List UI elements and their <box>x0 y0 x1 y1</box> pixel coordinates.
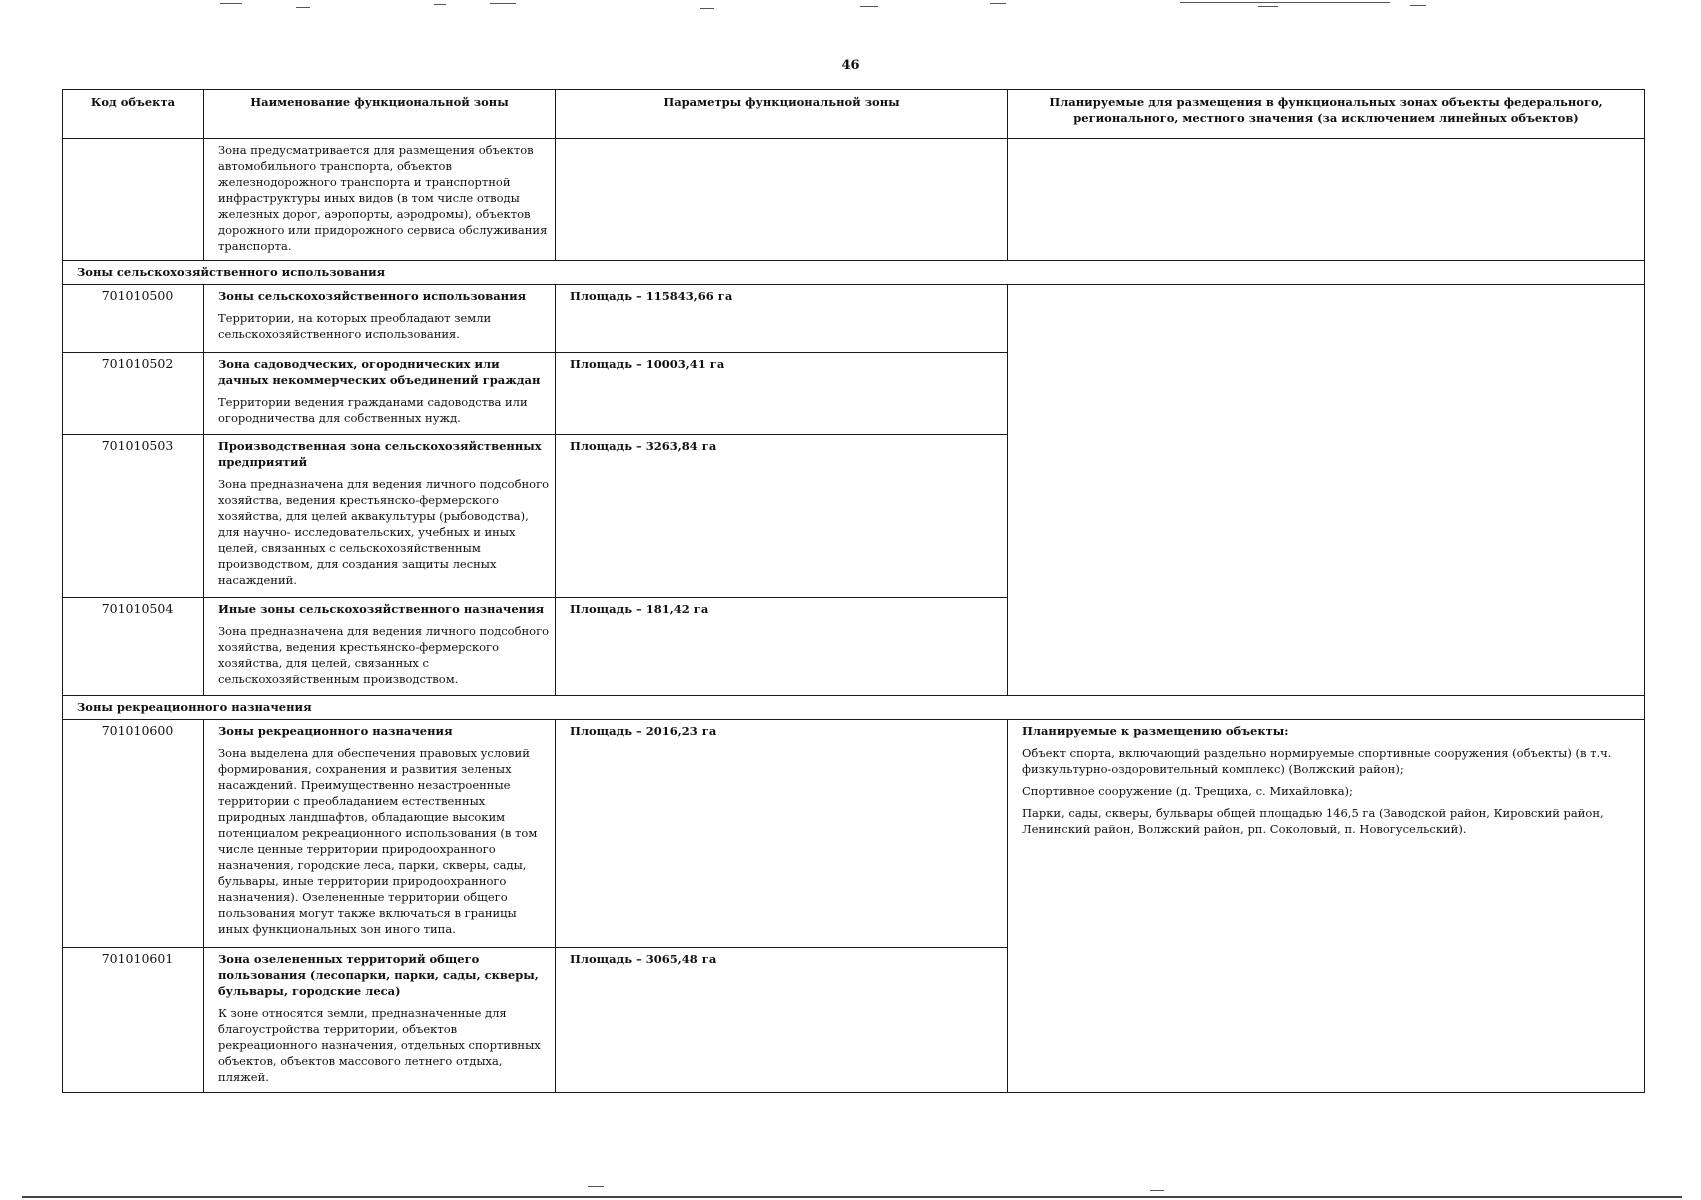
param-cell <box>556 139 1008 261</box>
zone-cell <box>204 598 556 696</box>
zone-description: Зона предназначена для ведения личного подсобного хозяйства, ведения крестьянско-фермерского хозяйства, для целей аквакультуры (рыбоводства), для научно- исследовательских, учебных и иных целей, связанных с сельскохозяйственным производством, для создания защиты лесных насаждений. <box>218 477 550 587</box>
zone-area: Площадь – 10003,41 га <box>556 353 1008 435</box>
object-code: 701010600 <box>63 720 204 948</box>
zone-cell <box>204 435 556 598</box>
table-row <box>63 720 1645 948</box>
zone-name: Зона озелененных территорий общего пользования (лесопарки, парки, сады, скверы, бульвары, городские леса) <box>218 952 539 998</box>
zone-name: Зоны сельскохозяйственного использования <box>218 289 527 303</box>
object-code: 701010504 <box>63 598 204 696</box>
object-code: 701010502 <box>63 353 204 435</box>
section-row <box>63 696 1645 720</box>
planned-heading: Планируемые к размещению объекты: <box>1022 724 1289 738</box>
planned-cell <box>1008 139 1645 261</box>
planned-item: Объект спорта, включающий раздельно нормируемые спортивные сооружения (объекты) (в т.ч. физкультурно-оздоровительный комплекс) (Волжский район); <box>1022 746 1612 776</box>
scan-noise <box>220 3 242 4</box>
header-planned-objects: Планируемые для размещения в функциональных зонах объекты федерального, регионального, местного значения (за исключением линейных объектов) <box>1008 90 1645 139</box>
zone-cell <box>204 353 556 435</box>
zone-name: Зоны рекреационного назначения <box>218 724 453 738</box>
zone-description-cell: Зона предусматривается для размещения объектов автомобильного транспорта, объектов железнодорожного транспорта и транспортной инфраструктуры иных видов (в том числе отводы железных дорог, аэропорты, аэродромы), объектов дорожного или придорожного сервиса обслуживания транспорта. <box>204 139 556 261</box>
zone-name: Иные зоны сельскохозяйственного назначения <box>218 602 545 616</box>
zone-description: Территории ведения гражданами садоводства или огородничества для собственных нужд. <box>218 395 528 425</box>
section-title-recreation: Зоны рекреационного назначения <box>63 696 1645 720</box>
object-code: 701010503 <box>63 435 204 598</box>
functional-zones-table <box>62 89 1645 1093</box>
scan-noise <box>1180 2 1390 3</box>
table-row <box>63 139 1645 261</box>
zone-area: Площадь – 181,42 га <box>556 598 1008 696</box>
zone-area: Площадь – 3065,48 га <box>556 948 1008 1093</box>
planned-item: Спортивное сооружение (д. Трещиха, с. Михайловка); <box>1022 784 1353 798</box>
zone-area: Площадь – 2016,23 га <box>556 720 1008 948</box>
zone-description: Территории, на которых преобладают земли сельскохозяйственного использования. <box>218 311 492 341</box>
scan-bottom-edge <box>22 1196 1682 1198</box>
header-object-code: Код объекта <box>63 90 204 139</box>
scan-noise <box>700 8 714 9</box>
scan-noise <box>296 7 310 8</box>
zone-area: Площадь – 115843,66 га <box>556 285 1008 353</box>
scan-noise <box>434 4 446 5</box>
zone-name: Зона садоводческих, огороднических или дачных некоммерческих объединений граждан <box>218 357 541 387</box>
scan-noise <box>1258 6 1278 7</box>
scan-noise <box>1410 5 1426 6</box>
planned-item: Парки, сады, скверы, бульвары общей площадью 146,5 га (Заводской район, Кировский район, Ленинский район, Волжский район, рп. Соколовый, п. Новогусельский). <box>1022 806 1604 836</box>
object-code: 701010500 <box>63 285 204 353</box>
header-zone-name: Наименование функциональной зоны <box>204 90 556 139</box>
zone-description: Зона выделена для обеспечения правовых условий формирования, сохранения и развития зеленых насаждений. Преимущественно незастроенные территории с преобладанием естественных природных ландшафтов, обладающие высоким потенциалом рекреационного использования (в том числе ценные территории природоохранного назначения, городские леса, парки, скверы, сады, бульвары, иные территории природоохранного назначения). Озелененные территории общего пользования могут также включаться в границы иных функциональных зон иного типа. <box>218 746 538 936</box>
scan-noise <box>860 6 878 7</box>
header-zone-parameters: Параметры функциональной зоны <box>556 90 1008 139</box>
zone-cell <box>204 948 556 1093</box>
scan-noise <box>588 1186 604 1187</box>
section-title-agri: Зоны сельскохозяйственного использования <box>63 261 1645 285</box>
zone-description: К зоне относятся земли, предназначенные для благоустройства территории, объектов рекреационного назначения, отдельных спортивных объектов, объектов массового летнего отдыха, пляжей. <box>218 1006 541 1084</box>
table-row <box>63 285 1645 353</box>
planned-objects-cell <box>1008 720 1645 1093</box>
scan-noise <box>1150 1190 1164 1191</box>
zone-area: Площадь – 3263,84 га <box>556 435 1008 598</box>
scan-noise <box>490 3 516 4</box>
page-number: 46 <box>841 58 860 73</box>
table-header-row <box>63 90 1645 139</box>
planned-cell <box>1008 285 1645 696</box>
zone-description: Зона предназначена для ведения личного подсобного хозяйства, ведения крестьянско-фермерского хозяйства, для целей, связанных с сельскохозяйственным производством. <box>218 624 550 686</box>
zone-cell <box>204 285 556 353</box>
code-cell <box>63 139 204 261</box>
zone-name: Производственная зона сельскохозяйственных предприятий <box>218 439 542 469</box>
zone-cell <box>204 720 556 948</box>
object-code: 701010601 <box>63 948 204 1093</box>
section-row <box>63 261 1645 285</box>
scan-noise <box>990 3 1006 4</box>
